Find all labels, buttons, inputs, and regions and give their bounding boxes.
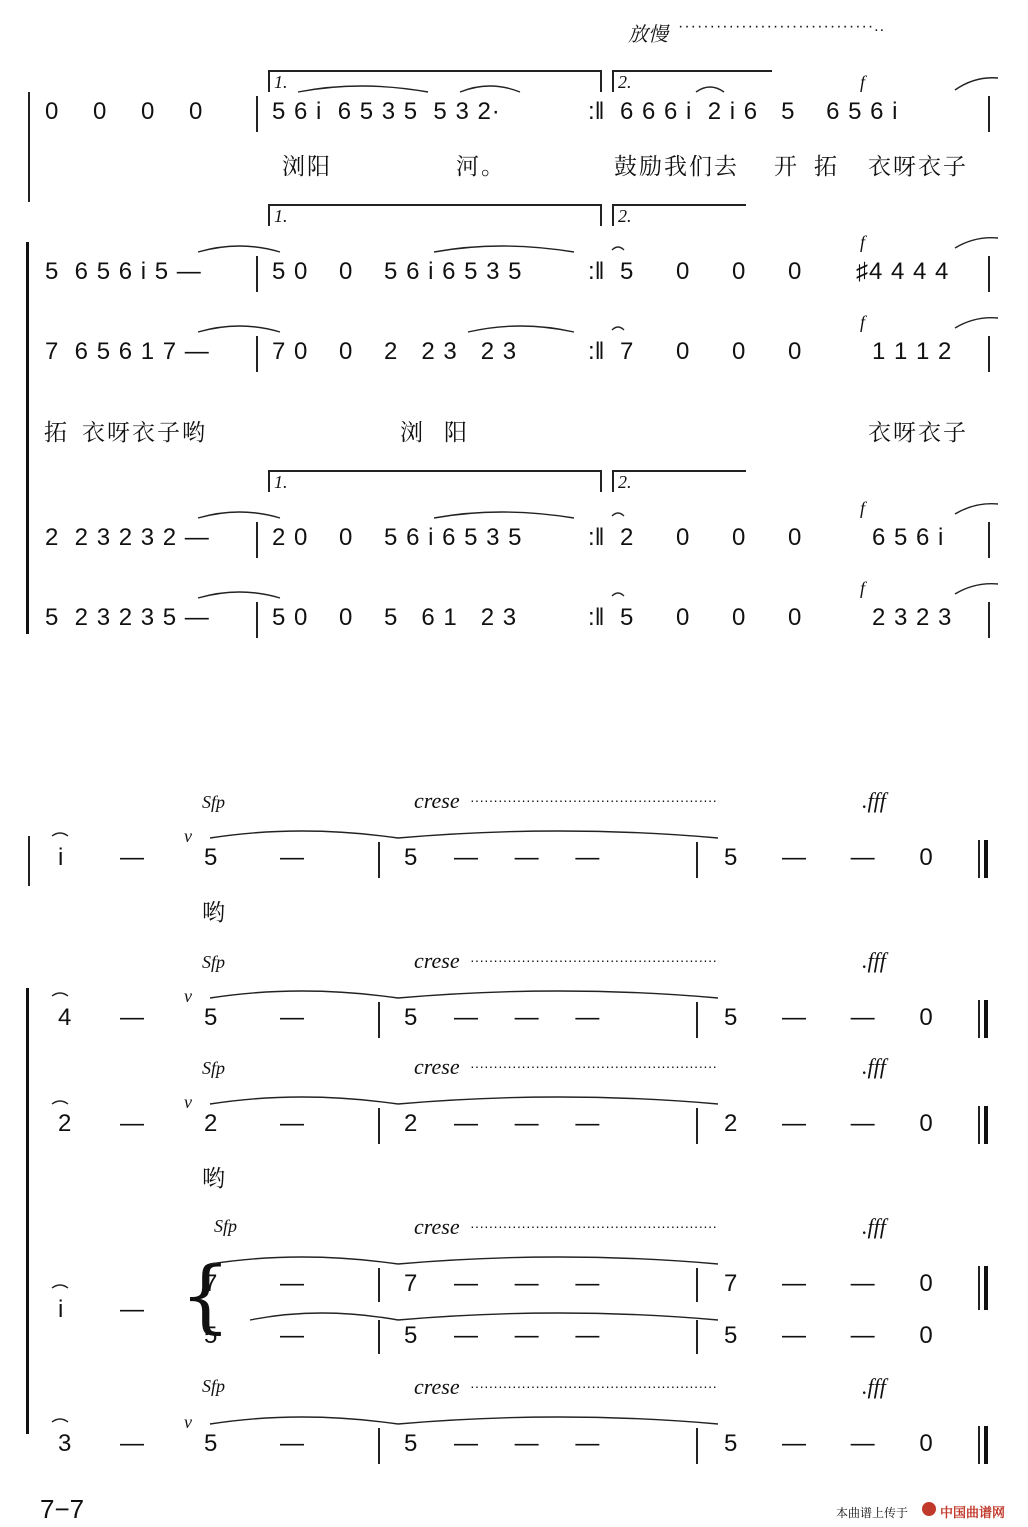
staff5-m2-end: 2 3 2 3 xyxy=(872,604,953,631)
volta1-label: 1. xyxy=(274,72,288,92)
volta1-label: 1. xyxy=(274,206,288,226)
staff2-m2: 5 0 0 0 xyxy=(620,258,802,285)
staff2-m1: 5 0 0 5 6 i 6 5 3 5 xyxy=(272,258,523,285)
breath-mark: v xyxy=(184,1412,192,1432)
dyn-sfp: Sfp xyxy=(202,1058,226,1078)
staff5-m2: 5 0 0 0 xyxy=(620,604,802,631)
breath-mark: v xyxy=(184,826,192,846)
dyn-crese: crese xyxy=(414,1374,460,1399)
staff5-m1: 5 0 0 5 6 1 2 3 xyxy=(272,604,518,631)
t5-m2: 5 — — — xyxy=(404,1430,600,1457)
dyn-sfp: Sfp xyxy=(214,1216,238,1236)
breath-mark: v xyxy=(184,986,192,1006)
dynamic-f: f xyxy=(860,578,866,598)
dyn-fff: .fff xyxy=(862,948,886,973)
staff3-m2-end: 1 1 1 2 xyxy=(872,338,953,365)
lyric-yang: 阳 xyxy=(444,420,469,446)
volta1-label: 1. xyxy=(274,472,288,492)
t5-dash: — xyxy=(120,1430,144,1457)
t2-dash: — xyxy=(120,1004,144,1031)
lyric-kai: 开 xyxy=(774,154,799,180)
t4a-m3: 7 — — 0 xyxy=(724,1270,933,1297)
t1-m1: 5 — xyxy=(204,844,305,871)
dyn-fff: .fff xyxy=(862,1054,886,1079)
lyric-yiyayizi2: 衣呀衣子 xyxy=(868,420,968,446)
dynamic-f: f xyxy=(860,312,866,332)
tempo-marking: 放慢 xyxy=(628,22,668,46)
t3-m3: 2 — — 0 xyxy=(724,1110,933,1137)
site-name: 中国曲谱网 xyxy=(940,1506,1006,1521)
voice-brace: { xyxy=(180,1249,231,1342)
t4a-m1: 7 — xyxy=(204,1270,305,1297)
lyric-yiyayizi: 衣呀衣子 xyxy=(868,154,968,180)
t1-m3: 5 — — 0 xyxy=(724,844,933,871)
lyric-liu: 浏 xyxy=(400,420,425,446)
crese-dots: ····················································· xyxy=(470,1058,718,1074)
dynamic-f: f xyxy=(860,72,866,92)
breath-mark: v xyxy=(184,1092,192,1112)
staff3-m2: 7 0 0 0 xyxy=(620,338,802,365)
lyric-yo: 哟 xyxy=(202,900,227,926)
crese-dots: ····················································· xyxy=(470,1218,718,1234)
lyric-liuyang: 浏阳 xyxy=(282,154,332,180)
t3-m2: 2 — — — xyxy=(404,1110,600,1137)
lyric-yiyayiziyo: 衣呀衣子哟 xyxy=(82,420,207,446)
repeat-sign: :‖ xyxy=(588,604,605,631)
lyric-guli: 鼓励我们去 xyxy=(614,154,739,180)
lyric-he: 河。 xyxy=(456,154,506,180)
t3-m1: 2 — xyxy=(204,1110,305,1137)
t3-dash: — xyxy=(120,1110,144,1137)
dyn-crese: crese xyxy=(414,1214,460,1239)
staff2-notes: 5 6 5 6 i 5 — xyxy=(45,258,202,285)
site-logo-icon xyxy=(922,1502,936,1516)
staff4-m1: 2 0 0 5 6 i 6 5 3 5 xyxy=(272,524,523,551)
staff4-notes: 2 2 3 2 3 2 — xyxy=(45,524,210,551)
t4-dash: — xyxy=(120,1296,144,1323)
staff4-m2: 2 0 0 0 xyxy=(620,524,802,551)
dyn-sfp: Sfp xyxy=(202,952,226,972)
staff5-notes: 5 2 3 2 3 5 — xyxy=(45,604,210,631)
dyn-crese: crese xyxy=(414,948,460,973)
staff4-m2-end: 6 5 6 i xyxy=(872,524,945,551)
page-number: 7−7 xyxy=(40,1494,85,1524)
volta2-label: 2. xyxy=(618,472,632,492)
t4a-m2: 7 — — — xyxy=(404,1270,600,1297)
volta2-label: 2. xyxy=(618,72,632,92)
t5-m1: 5 — xyxy=(204,1430,305,1457)
staff1-m2: 6 6 6 i 2 i 6 5 6 5 6 i xyxy=(620,98,899,125)
dyn-crese: crese xyxy=(414,1054,460,1079)
t5-m3: 5 — — 0 xyxy=(724,1430,933,1457)
volta2-label: 2. xyxy=(618,206,632,226)
dyn-fff: .fff xyxy=(862,1214,886,1239)
repeat-sign: :‖ xyxy=(588,98,605,125)
crese-dots: ····················································· xyxy=(470,1378,718,1394)
dynamic-f: f xyxy=(860,498,866,518)
repeat-sign: :‖ xyxy=(588,258,605,285)
t5-note-3: 3 xyxy=(58,1430,72,1457)
dyn-crese: crese xyxy=(414,788,460,813)
dyn-sfp: Sfp xyxy=(202,792,226,812)
source-text: 本曲谱上传于 xyxy=(836,1506,909,1520)
t2-m3: 5 — — 0 xyxy=(724,1004,933,1031)
dyn-sfp: Sfp xyxy=(202,1376,226,1396)
t4b-m1: 5 — xyxy=(204,1322,305,1349)
repeat-sign: :‖ xyxy=(588,338,605,365)
t4b-m3: 5 — — 0 xyxy=(724,1322,933,1349)
staff1-rests: 0 0 0 0 xyxy=(45,98,203,125)
dynamic-f: f xyxy=(860,232,866,252)
dyn-fff: .fff xyxy=(862,1374,886,1399)
t1-note-i: i xyxy=(58,844,64,871)
t2-m1: 5 — xyxy=(204,1004,305,1031)
t1-dash: — xyxy=(120,844,144,871)
tempo-dots: ·······························.. xyxy=(678,18,886,35)
lyric-tuo2: 拓 xyxy=(44,420,69,446)
t2-m2: 5 — — — xyxy=(404,1004,600,1031)
dyn-fff: .fff xyxy=(862,788,886,813)
lyric-yo: 哟 xyxy=(202,1166,227,1192)
staff2-m2-end: ♯4 4 4 4 xyxy=(856,258,950,285)
staff3-m1: 7 0 0 2 2 3 2 3 xyxy=(272,338,518,365)
crese-dots: ····················································· xyxy=(470,792,718,808)
lyric-tuo: 拓 xyxy=(814,154,839,180)
repeat-sign: :‖ xyxy=(588,524,605,551)
t2-note-4: 4 xyxy=(58,1004,72,1031)
t3-note-2: 2 xyxy=(58,1110,72,1137)
t4-note-i: i xyxy=(58,1296,64,1323)
staff3-notes: 7 6 5 6 1 7 — xyxy=(45,338,210,365)
t1-m2: 5 — — — xyxy=(404,844,600,871)
crese-dots: ····················································· xyxy=(470,952,718,968)
staff1-m1: 5 6 i 6 5 3 5 5 3 2· xyxy=(272,98,501,125)
t4b-m2: 5 — — — xyxy=(404,1322,600,1349)
